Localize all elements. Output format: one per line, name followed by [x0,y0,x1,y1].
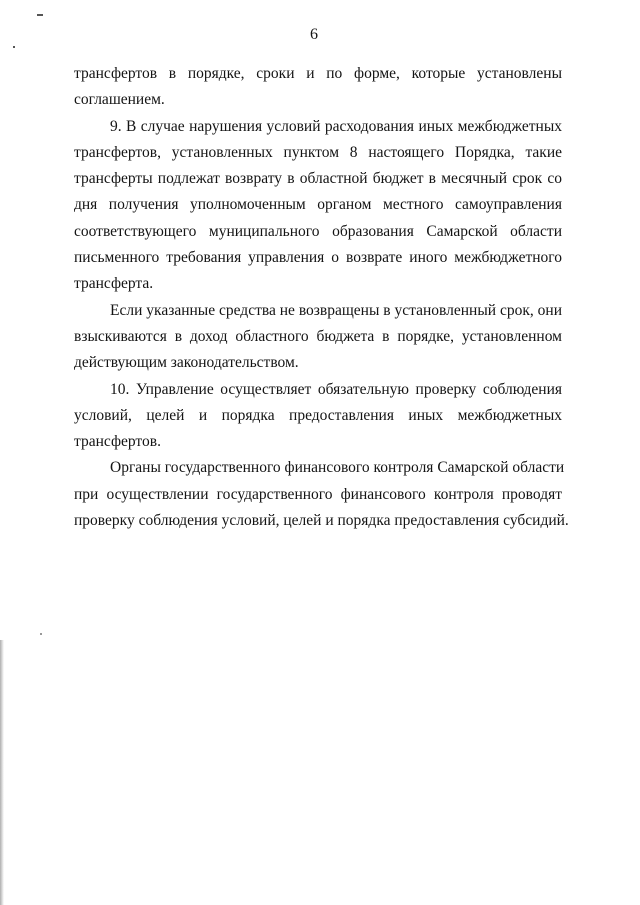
paragraph-clause-10 [74,377,562,456]
text-line: трансфертов. [74,433,161,451]
paragraph-financial-control [74,455,569,534]
paragraph-recovery [74,298,562,377]
text-line: трансфертов в порядке, сроки и по форме, которые установлены [74,65,562,82]
text-line: 10. Управление осуществляет обязательную проверку соблюдения [110,380,562,398]
text-line: Если указанные средства не возвращены в установленный срок, они [110,301,562,319]
text-line: соглашением. [74,91,165,109]
scan-speck [40,633,42,635]
paragraph-transfer-terms [74,61,562,114]
text-line: дня получения уполномоченным органом местного самоуправления [74,196,562,214]
text-line: проверку соблюдения условий, целей и порядка предоставления субсидий. [74,512,569,530]
page-number: 6 [310,26,318,43]
text-line: трансферта. [74,275,154,293]
text-line: соответствующего муниципального образования Самарской области [74,222,562,240]
text-line: при осуществлении государственного финансового контроля проводят [74,485,562,503]
scan-edge-shadow [0,640,4,905]
scan-speck [13,46,15,48]
text-line: взыскиваются в доход областного бюджета в порядке, установленном [74,327,562,345]
text-line: действующим законодательством. [74,354,299,372]
scan-speck [37,14,43,16]
text-line: условий, целей и порядка предоставления иных межбюджетных [74,406,562,424]
document-body [74,61,569,534]
text-line: трансфертов, установленных пунктом 8 настоящего Порядка, такие [74,143,562,161]
text-line: письменного требования управления о возврате иного межбюджетного [74,249,562,267]
text-line: трансферты подлежат возврату в областной бюджет в месячный срок со [74,170,562,188]
paragraph-clause-9 [74,114,562,298]
text-line: Органы государственного финансового контроля Самарской области [110,459,565,477]
text-line: 9. В случае нарушения условий расходования иных межбюджетных [110,117,562,135]
